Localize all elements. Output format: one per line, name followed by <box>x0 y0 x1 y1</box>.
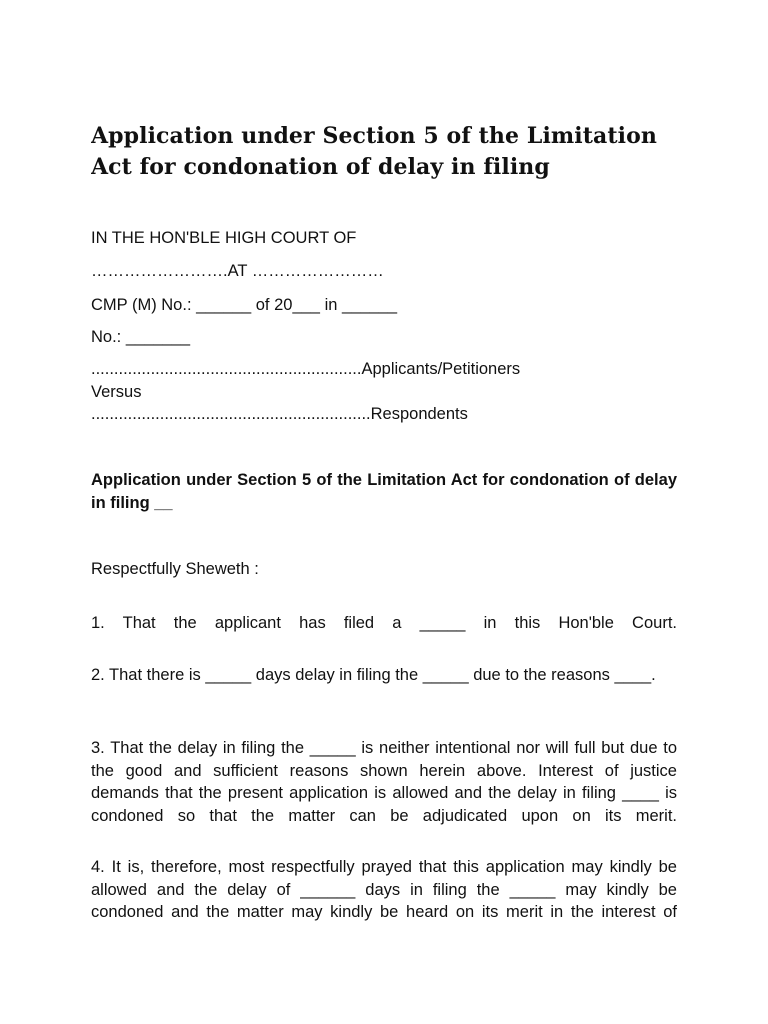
document-title: Application under Section 5 of the Limitation Act for condonation of delay in filing <box>91 123 657 180</box>
paragraph-3: 3. That the delay in filing the _____ is neither intentional nor will full but due to the good and sufficient reasons shown herein above. Interest of justice demands that the present application is allowed and the delay in filing ____ is condoned so that the matter can be adjudicated upon on its merit. <box>91 739 677 825</box>
court-line: IN THE HON'BLE HIGH COURT OF <box>91 229 357 247</box>
number-line: No.: _______ <box>91 328 191 346</box>
applicants-line: ...........................................................Applicants/Petitioners <box>91 360 521 378</box>
versus-label: Versus <box>91 383 142 401</box>
application-subject: Application under Section 5 of the Limitation Act for condonation of delay in filing __ <box>91 471 677 512</box>
paragraph-2: 2. That there is _____ days delay in filing the _____ due to the reasons ____. <box>91 666 656 684</box>
paragraph-4: 4. It is, therefore, most respectfully prayed that this application may kindly be allowed and the delay of ______ days in filing the _____ may kindly be condoned and the matter may kindly be heard on its merit in the interest of <box>91 858 677 921</box>
paragraph-1: 1. That the applicant has filed a _____ in this Hon'ble Court. <box>91 614 677 632</box>
respondents-line: .............................................................Respondents <box>91 405 468 423</box>
salutation: Respectfully Sheweth : <box>91 560 259 578</box>
document-page <box>91 0 677 1024</box>
court-location-line: …………………….AT …………………… <box>91 262 384 280</box>
cmp-number-line: CMP (M) No.: ______ of 20___ in ______ <box>91 296 398 314</box>
